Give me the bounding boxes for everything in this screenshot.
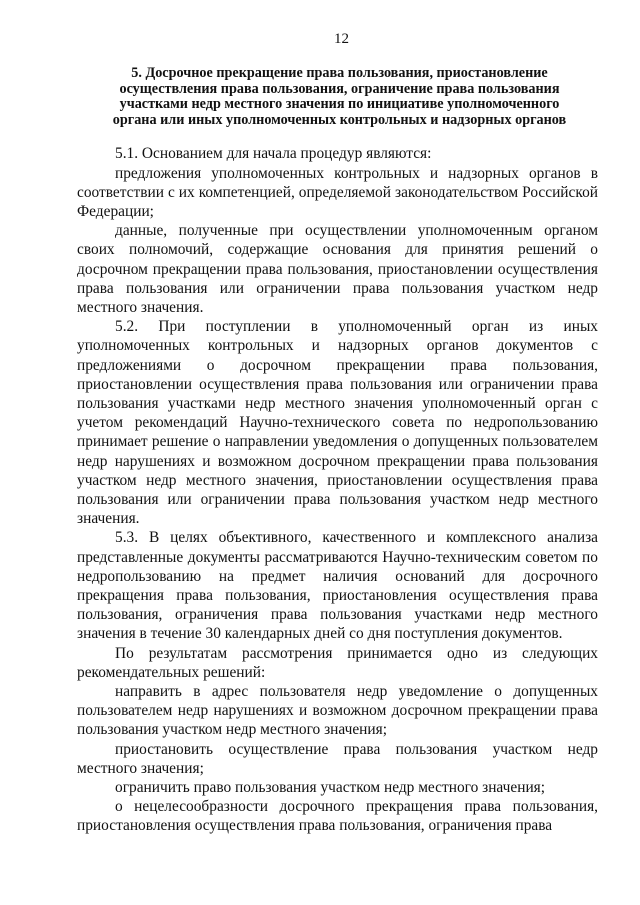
paragraph-notify: направить в адрес пользователя недр уведомление о допущенных пользователем недр нарушениях и возможном досрочном прекращении права пользования участком недр местного значения; — [77, 683, 598, 739]
paragraph-5-2: 5.2. При поступлении в уполномоченный орган из иных уполномоченных контрольных и надзорных органов документов с предложениями о досрочном прекращении права пользования, приостановлении осуществления права пользования или ограничении права пользования участками недр местного значения уполномоченный орган с учетом рекомендаций Научно-технического совета по недропользованию принимает решение о направлении уведомления о допущенных пользователем недр нарушениях и возможном досрочном прекращении права пользования участком недр местного значения, приостановлении осуществления права пользования или ограничении права пользования участком недр местного значения. — [77, 318, 598, 528]
section-title-line: участками недр местного значения по инициативе уполномоченного — [119, 96, 560, 113]
section-title-line: органа или иных уполномоченных контрольных и надзорных органов — [112, 111, 567, 128]
section-title — [77, 66, 598, 128]
paragraph-5-3: 5.3. В целях объективного, качественного и комплексного анализа представленные документы рассматриваются Научно-техническим советом по недропользованию на предмет наличия оснований для досрочного прекращения права пользования, приостановления осуществления права пользования, ограничения права пользования участками недр местного значения в течение 30 календарных дней со дня поступления документов. — [77, 529, 598, 643]
paragraph-5-1-data: данные, полученные при осуществлении уполномоченным органом своих полномочий, содержащие основания для принятия решений о досрочном прекращении права пользования, приостановлении осуществления права пользования или ограничении права пользования участком недр местного значения. — [77, 222, 598, 316]
paragraph-5-1-intro: 5.1. Основанием для начала процедур являются: — [115, 145, 432, 163]
section-title-line: 5. Досрочное прекращение права пользования, приостановление — [131, 65, 548, 81]
page-number: 12 — [334, 31, 349, 47]
paragraph-suspend: приостановить осуществление права пользования участком недр местного значения; — [77, 740, 598, 777]
paragraph-restrict: ограничить право пользования участком недр местного значения; — [115, 779, 546, 797]
paragraph-5-1-proposals: предложения уполномоченных контрольных и надзорных органов в соответствии с их компетенцией, определяемой законодательством Российской Федерации; — [77, 164, 598, 220]
document-body — [77, 144, 598, 835]
section-title-line: осуществления права пользования, ограничение права пользования — [119, 80, 560, 97]
paragraph-results: По результатам рассмотрения принимается одно из следующих рекомендательных решений: — [77, 644, 598, 681]
paragraph-inexpediency: о нецелесообразности досрочного прекращения права пользования, приостановления осуществления права пользования, ограничения права — [77, 798, 598, 835]
